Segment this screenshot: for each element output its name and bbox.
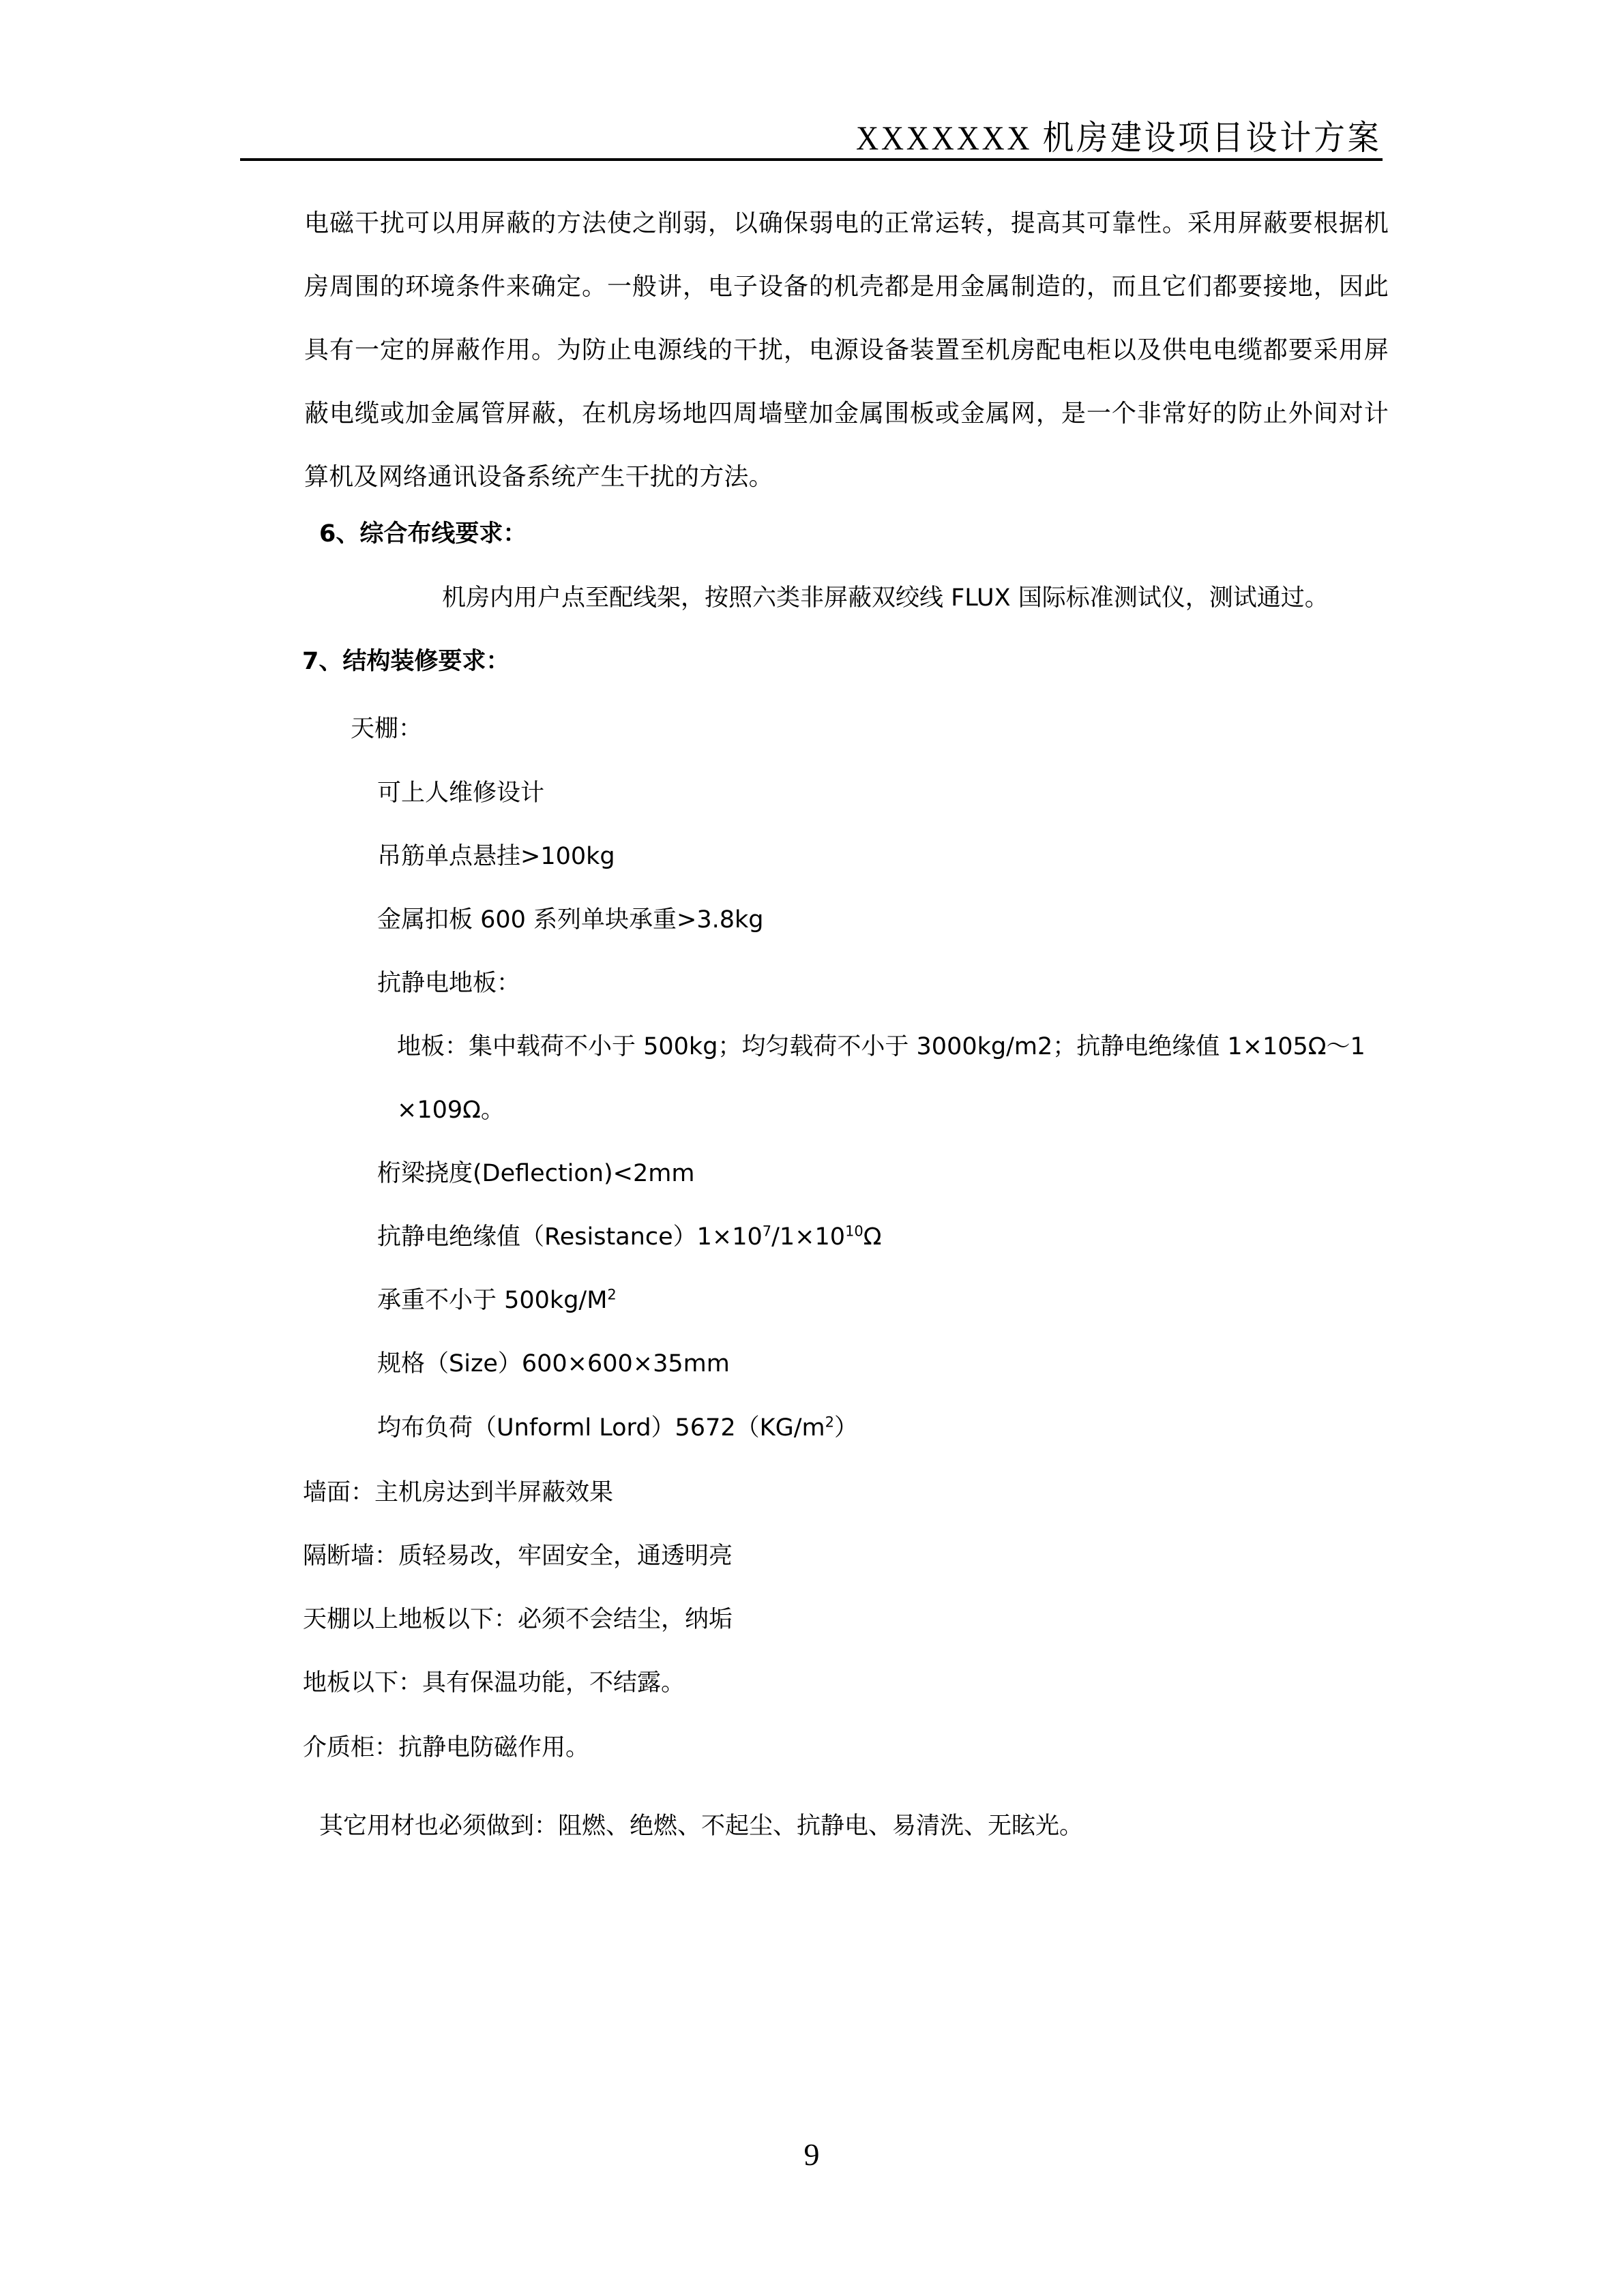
- underfloor-requirement: 地板以下：具有保温功能，不结露。: [303, 1669, 685, 1697]
- uniform-load-text: 均布负荷（Unforml Lord）5672（KG/m: [377, 1414, 825, 1442]
- paragraph-line: 算机及网络通讯设备系统产生干扰的方法。: [304, 463, 773, 491]
- wall-requirement: 墙面：主机房达到半屏蔽效果: [303, 1479, 614, 1506]
- size-spec: 规格（Size）600×600×35mm: [377, 1350, 730, 1377]
- section-6-body: 机房内用户点至配线架，按照六类非屏蔽双绞线 FLUX 国际标准测试仪，测试通过。: [442, 584, 1329, 612]
- intro-paragraph: [304, 192, 1389, 509]
- resistance-spec: [377, 1222, 882, 1252]
- section-6-heading: 6、综合布线要求：: [319, 520, 527, 548]
- resistance-text: /1×10: [771, 1223, 846, 1251]
- section-7-heading: 7、结构装修要求：: [302, 648, 510, 675]
- antistatic-floor-label: 抗静电地板：: [377, 970, 521, 997]
- paragraph-line: 电磁干扰可以用屏蔽的方法使之削弱，以确保弱电的正常运转，提高其可靠性。采用屏蔽要根据机: [304, 209, 1389, 237]
- ceiling-item: 可上人维修设计: [377, 779, 545, 807]
- document-header-title: XXXXXXX 机房建设项目设计方案: [855, 119, 1381, 157]
- floor-spec-line: 地板：集中载荷不小于 500kg；均匀载荷不小于 3000kg/m2；抗静电绝缘值 1×105Ω～1: [397, 1033, 1365, 1060]
- paragraph-line: 具有一定的屏蔽作用。为防止电源线的干扰，电源设备装置至机房配电柜以及供电电缆都要采用屏: [304, 336, 1389, 364]
- ohm-symbol: Ω: [863, 1223, 882, 1251]
- page-number: 9: [803, 2137, 820, 2172]
- exponent: 2: [607, 1286, 617, 1303]
- resistance-text: 抗静电绝缘值（Resistance）1×10: [377, 1223, 763, 1251]
- media-cabinet-requirement: 介质柜：抗静电防磁作用。: [303, 1734, 590, 1761]
- plenum-requirement: 天棚以上地板以下：必须不会结尘，纳垢: [303, 1606, 733, 1633]
- ceiling-item: 吊筋单点悬挂>100kg: [377, 843, 615, 870]
- exponent: 10: [845, 1223, 863, 1240]
- load-spec: [377, 1285, 617, 1315]
- exponent: 7: [762, 1223, 772, 1240]
- header-divider: [240, 158, 1383, 161]
- paragraph-line: 蔽电缆或加金属管屏蔽，在机房场地四周墙壁加金属围板或金属网，是一个非常好的防止外间对计: [304, 400, 1389, 428]
- ceiling-label: 天棚：: [351, 715, 423, 743]
- load-text: 承重不小于 500kg/M: [377, 1287, 608, 1314]
- paragraph-line: 房周围的环境条件来确定。一般讲，电子设备的机壳都是用金属制造的，而且它们都要接地，因此: [304, 273, 1389, 301]
- partition-requirement: 隔断墙：质轻易改，牢固安全，通透明亮: [303, 1542, 733, 1570]
- deflection-spec: 桁梁挠度(Deflection)<2mm: [377, 1160, 695, 1187]
- uniform-load-text: ）: [833, 1414, 858, 1442]
- uniform-load-spec: [377, 1413, 858, 1443]
- floor-spec-line-continued: ×109Ω。: [397, 1097, 505, 1124]
- ceiling-item: 金属扣板 600 系列单块承重>3.8kg: [377, 906, 764, 934]
- materials-requirement: 其它用材也必须做到：阻燃、绝燃、不起尘、抗静电、易清洗、无眩光。: [319, 1813, 1084, 1840]
- exponent: 2: [825, 1414, 834, 1431]
